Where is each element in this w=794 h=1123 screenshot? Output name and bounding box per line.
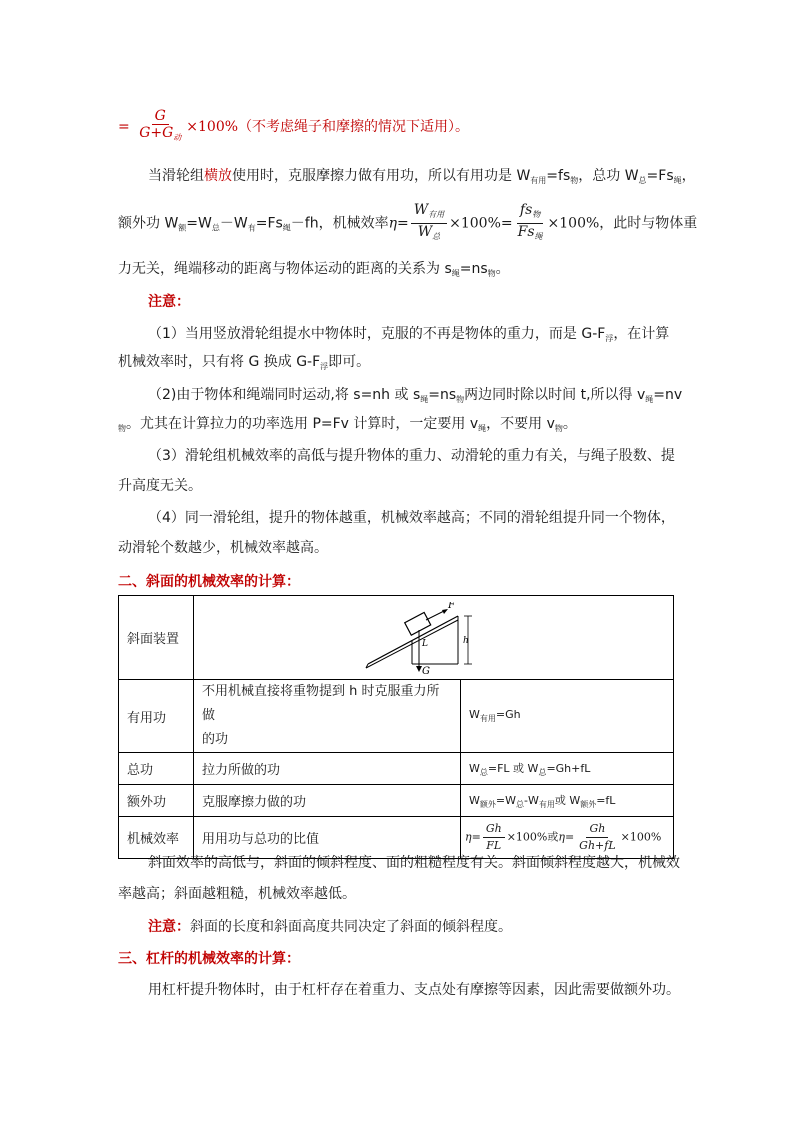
incline-diagram-cell xyxy=(194,596,674,680)
lever-para: 用杠杆提升物体时，由于杠杆存在着重力、支点处有摩擦等因素，因此需要做额外功。 xyxy=(148,982,680,998)
notice-label: 注意： xyxy=(148,294,190,310)
device-label: 斜面装置 xyxy=(119,596,194,680)
notice-item-1-line1: （1）当用竖放滑轮组提水中物体时，克服的不再是物体的重力，而是 $G-F_浮$，在计算 xyxy=(148,326,670,343)
incline-efficiency-table xyxy=(118,595,674,859)
formula-note: （不考虑绳子和摩擦的情况下适用）。 xyxy=(238,119,470,135)
efficiency-fraction-force: $\frac{fs_物}{Fs_绳}$ xyxy=(517,202,543,241)
notice-item-1-line2: 机械效率时，只有将 G 换成 $G-F_浮$即可。 xyxy=(118,354,371,371)
notice-item-4-line2: 动滑轮个数越少，机械效率越高。 xyxy=(118,540,328,556)
keyword-horizontal: 横放 xyxy=(204,168,232,184)
table-row: 总功 拉力所做的功 $W_总=FL$ 或 $W_总=Gh+fL$ xyxy=(119,753,674,785)
notice-item-3-line1: （3）滑轮组机械效率的高低与提升物体的重力、动滑轮的重力有关，与绳子股数、提 xyxy=(148,448,675,464)
label-h: h xyxy=(462,635,469,646)
incline-notice: 注意：斜面的长度和斜面高度共同决定了斜面的倾斜程度。 xyxy=(148,919,512,935)
pulley-horizontal-line1: 当滑轮组横放使用时，克服摩擦力做有用功，所以有用功是 $W_{有用}=fs_物$，总功 $W_总=Fs_绳$， xyxy=(148,168,696,185)
section-3-title: 三、杠杆的机械效率的计算： xyxy=(118,951,300,967)
incline-para-line2: 率越高；斜面越粗糙，机械效率越低。 xyxy=(118,886,356,902)
table-row: 有用功 不用机械直接将重物提到 h 时克服重力所做 的功 $W_{有用}=Gh$ xyxy=(119,680,674,753)
incline-para-line1: 斜面效率的高低与，斜面的倾斜程度、面的粗糙程度有关。斜面倾斜程度越大，机械效 xyxy=(148,855,680,871)
notice-item-4-line1: （4）同一滑轮组，提升的物体越重，机械效率越高；不同的滑轮组提升同一个物体， xyxy=(148,510,675,526)
pulley-horizontal-line3: 力无关，绳端移动的距离与物体运动的距离的关系为 $s_绳=ns_物$。 xyxy=(118,261,510,278)
label-L: L xyxy=(421,638,428,649)
notice-item-2-line1: （2)由于物体和绳端同时运动,将 s=nh 或 $s_绳=ns_物$两边同时除以时间 t,所以得 $v_绳=nv$ xyxy=(148,387,683,404)
table-row: 机械效率 用用功与总功的比值 η= $\frac{Gh}{FL}$ ×100%或η= $\frac{Gh}{Gh+fL}$ ×100% xyxy=(119,817,674,859)
pulley-horizontal-line2: 额外功 $W_额=W_总-W_有=Fs_绳-fh$，机械效率η= $\frac{W_{有用}}{W_总}$ ×100%= $\frac{fs_物}{Fs_绳}$ ×100%，此时与物体重 xyxy=(118,202,697,247)
notice-item-2-line2: $_物$。尤其在计算拉力的功率选用 P=Fv 计算时，一定要用 $v_绳$，不要用 $v_物$。 xyxy=(118,416,577,433)
table-row xyxy=(119,596,674,680)
top-formula: = $\frac{G}{G+G_动}$ ×100%（不考虑绳子和摩擦的情况下适用）。 xyxy=(118,108,469,146)
section-2-title: 二、斜面的机械效率的计算： xyxy=(118,574,300,590)
notice-item-3-line2: 升高度无关。 xyxy=(118,478,202,494)
incline-diagram xyxy=(364,602,504,674)
efficiency-fraction: $\frac{G}{G+G_动}$ xyxy=(139,108,182,142)
efficiency-fraction-work: $\frac{W_{有用}}{W_总}$ xyxy=(411,202,447,245)
label-G: G xyxy=(421,665,430,674)
table-row: 额外功 克服摩擦力做的功 $W_{额外}=W_总-W_{有用}$或 $W_{额外}=fL$ xyxy=(119,785,674,817)
label-F: F xyxy=(447,601,455,611)
